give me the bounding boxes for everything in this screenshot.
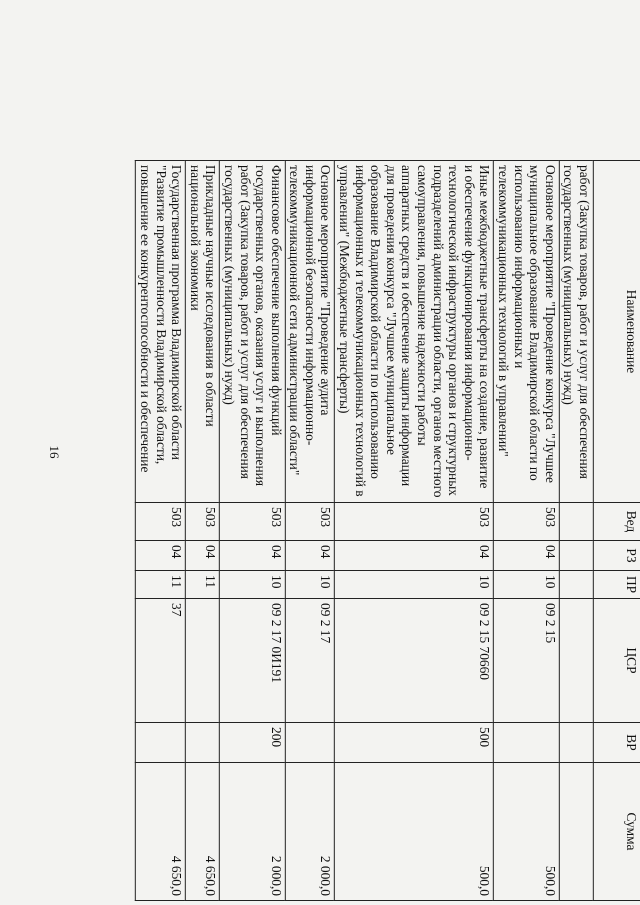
cell-ved: 503	[494, 503, 559, 541]
cell-pr: 11	[185, 571, 219, 599]
table-row	[185, 161, 219, 901]
table-header-row	[593, 161, 640, 901]
cell-pr: 11	[136, 571, 186, 599]
budget-table	[135, 160, 640, 901]
cell-ved	[559, 503, 593, 541]
cell-rz: 04	[136, 541, 186, 571]
cell-sum: 2 000,0	[220, 763, 285, 901]
cell-csr: 09 2 17 0И191	[220, 599, 285, 723]
cell-rz	[559, 541, 593, 571]
cell-pr	[559, 571, 593, 599]
cell-sum	[559, 763, 593, 901]
cell-sum: 500,0	[494, 763, 559, 901]
cell-vr	[285, 723, 335, 763]
cell-csr: 09 2 15 70660	[335, 599, 494, 723]
table-row	[335, 161, 494, 901]
header-ved: Вед	[593, 503, 640, 541]
page-number: 16	[47, 445, 62, 459]
cell-name: Государственная программа Владимирской области "Развитие промышленности Владимирской области, повышение ее конкурентоспособности и обеспечение	[136, 161, 186, 503]
cell-csr	[185, 599, 219, 723]
table-row	[285, 161, 335, 901]
budget-table-wrapper	[135, 160, 640, 900]
cell-vr: 500	[335, 723, 494, 763]
cell-sum: 500,0	[335, 763, 494, 901]
cell-ved: 503	[136, 503, 186, 541]
cell-sum: 4 650,0	[136, 763, 186, 901]
table-row	[220, 161, 285, 901]
cell-pr: 10	[335, 571, 494, 599]
cell-vr	[185, 723, 219, 763]
table-row	[559, 161, 593, 901]
cell-name: Финансовое обеспечение выполнения функций государственных органов, оказания услуг и выполнения работ (Закупка товаров, работ и услуг для обеспечения государственных (муниципальных) нужд)	[220, 161, 285, 503]
cell-ved: 503	[335, 503, 494, 541]
header-pr: ПР	[593, 571, 640, 599]
cell-ved: 503	[285, 503, 335, 541]
header-csr: ЦСР	[593, 599, 640, 723]
cell-pr: 10	[220, 571, 285, 599]
table-row	[494, 161, 559, 901]
cell-rz: 04	[335, 541, 494, 571]
cell-ved: 503	[220, 503, 285, 541]
cell-pr: 10	[285, 571, 335, 599]
cell-csr: 37	[136, 599, 186, 723]
cell-rz: 04	[285, 541, 335, 571]
cell-pr: 10	[494, 571, 559, 599]
cell-vr	[559, 723, 593, 763]
cell-rz: 04	[494, 541, 559, 571]
header-rz: РЗ	[593, 541, 640, 571]
cell-name: Основное мероприятие "Проведение конкурса "Лучшее муниципальное образование Владимирской области по использованию информационных и телекоммуникационных технологий в управлении"	[494, 161, 559, 503]
header-vr: ВР	[593, 723, 640, 763]
table-row	[136, 161, 186, 901]
cell-name: работ (Закупка товаров, работ и услуг для обеспечения государственных (муниципальных) нужд)	[559, 161, 593, 503]
cell-vr: 200	[220, 723, 285, 763]
cell-rz: 04	[185, 541, 219, 571]
cell-rz: 04	[220, 541, 285, 571]
cell-csr: 09 2 17	[285, 599, 335, 723]
cell-ved: 503	[185, 503, 219, 541]
header-name: Наименование	[593, 161, 640, 503]
cell-vr	[494, 723, 559, 763]
cell-vr	[136, 723, 186, 763]
cell-name: Прикладные научные исследования в области национальной экономики	[185, 161, 219, 503]
cell-sum: 2 000,0	[285, 763, 335, 901]
cell-name: Основное мероприятие "Проведение аудита информационной безопасности информационно-телекоммуникационной сети администрации области"	[285, 161, 335, 503]
cell-csr: 09 2 15	[494, 599, 559, 723]
header-sum: Сумма	[593, 763, 640, 901]
cell-name: Иные межбюджетные трансферты на создание, развитие и обеспечение функционирования информационно-технологической инфраструктуры органов и структурных подразделений администрации области, органов местного самоуправления, повышение надежности работы аппаратных средств и обеспечение защиты информации для проведения конкурса "Лучшее муниципальное образование Владимирской области по использованию информационных и телекоммуникационных технологий в управлении" (Межбюджетные трансферты)	[335, 161, 494, 503]
cell-csr	[559, 599, 593, 723]
cell-sum: 4 650,0	[185, 763, 219, 901]
